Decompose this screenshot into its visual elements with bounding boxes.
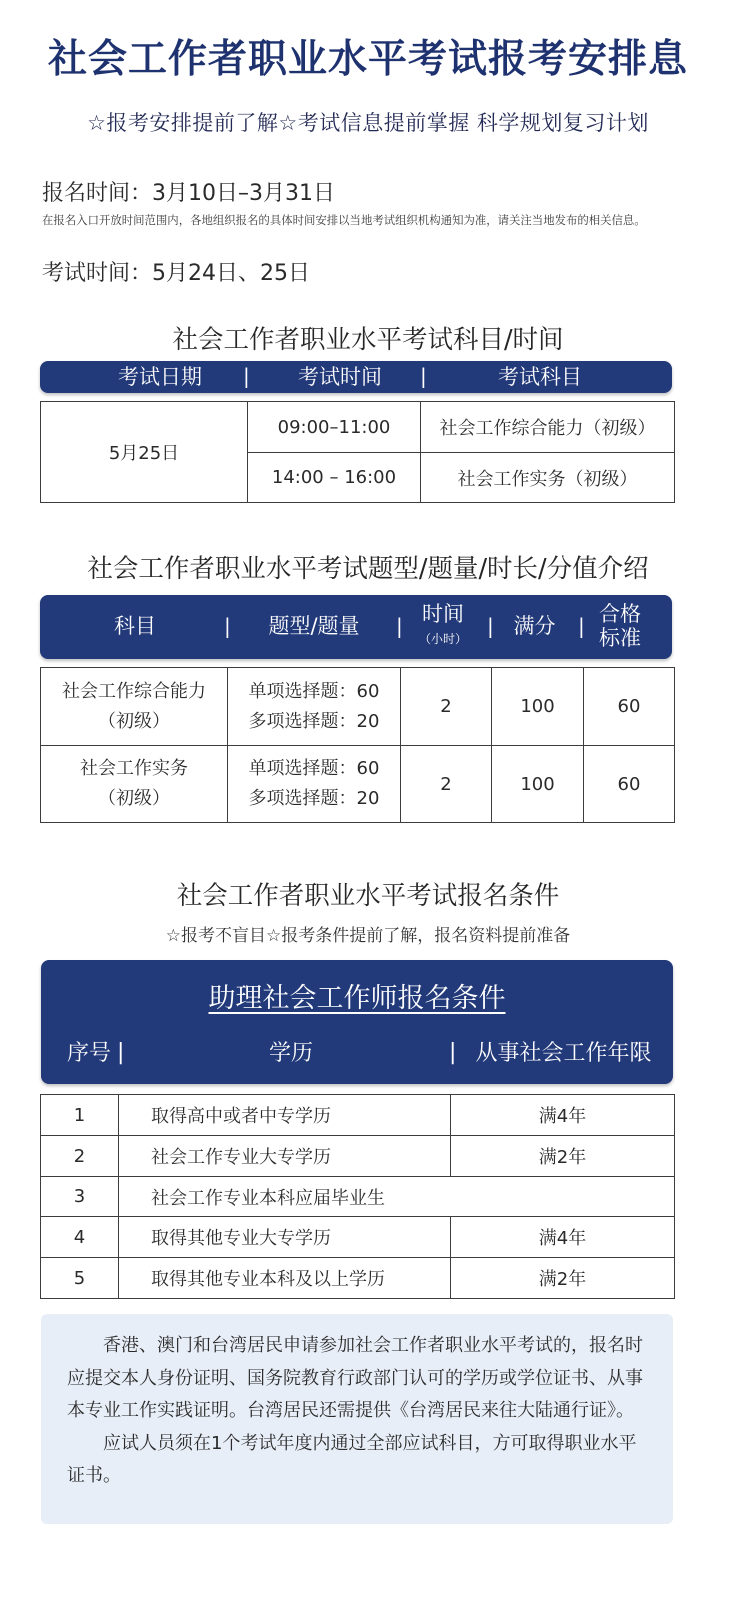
format-header-pass-2: 标准 — [599, 626, 641, 650]
format-question-types — [228, 746, 401, 823]
schedule-subject: 社会工作实务（初级） — [421, 453, 675, 503]
format-subject-name: 社会工作实务 — [80, 758, 188, 779]
header-separator: | — [578, 614, 585, 638]
format-table — [40, 667, 675, 823]
conditions-years: 满2年 — [451, 1136, 675, 1177]
conditions-header-box — [41, 960, 673, 1084]
table-row — [41, 1177, 675, 1217]
conditions-header-edu: 学历 — [268, 1041, 313, 1066]
page-title: 社会工作者职业水平考试报考安排息 — [47, 36, 688, 82]
format-header-pass-1: 合格 — [599, 602, 641, 626]
schedule-header-date: 考试日期 — [118, 365, 202, 389]
format-header-bar — [40, 595, 672, 659]
format-header-type: 题型/题量 — [268, 614, 360, 638]
format-full-score: 100 — [492, 668, 584, 746]
conditions-no: 3 — [41, 1177, 119, 1217]
conditions-no: 2 — [41, 1136, 119, 1177]
conditions-no: 1 — [41, 1095, 119, 1136]
registration-note: 在报名入口开放时间范围内，各地组织报名的具体时间安排以当地考试组织机构通知为准，请关注当地发布的相关信息。 — [42, 213, 646, 227]
conditions-no: 4 — [41, 1217, 119, 1258]
header-separator: | — [396, 614, 403, 638]
schedule-subject: 社会工作综合能力（初级） — [421, 402, 675, 453]
format-hours: 2 — [401, 746, 492, 823]
schedule-header-subject: 考试科目 — [498, 365, 582, 389]
notes-paragraph-1: 香港、澳门和台湾居民申请参加社会工作者职业水平考试的，报名时应提交本人身份证明、国务院教育行政部门认可的学历或学位证书、从事本专业工作实践证明。台湾居民还需提供《台湾居民来往大陆通行证》。 — [67, 1335, 643, 1421]
format-multi-choice: 多项选择题：20 — [248, 710, 380, 732]
notes-paragraph-2: 应试人员须在1个考试年度内通过全部应试科目，方可取得职业水平证书。 — [67, 1432, 637, 1486]
conditions-box-title: 助理社会工作师报名条件 — [208, 983, 506, 1014]
conditions-edu: 社会工作专业大专学历 — [119, 1136, 451, 1177]
exam-time: 考试时间：5月24日、25日 — [42, 261, 310, 286]
registration-time: 报名时间：3月10日–3月31日 — [42, 181, 335, 206]
format-full-score: 100 — [492, 746, 584, 823]
schedule-time: 14:00 – 16:00 — [248, 453, 421, 503]
schedule-title: 社会工作者职业水平考试科目/时间 — [172, 325, 564, 355]
table-row — [41, 1095, 675, 1136]
format-header-time-unit: （小时） — [418, 632, 467, 646]
conditions-header-no: 序号 — [66, 1041, 111, 1066]
format-header-subject: 科目 — [114, 614, 156, 638]
format-multi-choice: 多项选择题：20 — [248, 788, 380, 809]
table-row — [41, 1217, 675, 1258]
conditions-no: 5 — [41, 1258, 119, 1299]
conditions-table — [40, 1094, 675, 1299]
conditions-edu: 取得其他专业大专学历 — [119, 1217, 451, 1258]
format-header-time: 时间 — [422, 602, 464, 626]
conditions-edu: 取得高中或者中专学历 — [119, 1095, 451, 1136]
schedule-header-time: 考试时间 — [298, 365, 382, 389]
table-row — [41, 746, 675, 823]
table-row — [41, 1136, 675, 1177]
format-subject-level: （初级） — [98, 710, 170, 732]
page-subtitle: ☆报考安排提前了解☆考试信息提前掌握 科学规划复习计划 — [87, 111, 649, 135]
conditions-title: 社会工作者职业水平考试报名条件 — [176, 881, 560, 911]
format-pass-score: 60 — [584, 668, 675, 746]
format-hours: 2 — [401, 668, 492, 746]
format-subject-level: （初级） — [98, 788, 170, 809]
notes-box — [41, 1314, 673, 1524]
format-pass-score: 60 — [584, 746, 675, 823]
table-row — [41, 668, 675, 746]
format-subject — [41, 668, 228, 746]
format-single-choice: 单项选择题：60 — [248, 680, 380, 702]
conditions-header-years: 从事社会工作年限 — [475, 1041, 652, 1066]
format-subject — [41, 746, 228, 823]
header-separator: | — [117, 1040, 125, 1065]
table-row — [41, 1258, 675, 1299]
header-separator: | — [420, 364, 427, 388]
format-header-full: 满分 — [513, 614, 556, 638]
format-subject-name: 社会工作综合能力 — [62, 680, 206, 702]
format-title: 社会工作者职业水平考试题型/题量/时长/分值介绍 — [87, 554, 649, 584]
conditions-edu: 取得其他专业本科及以上学历 — [119, 1258, 451, 1299]
schedule-time: 09:00–11:00 — [248, 402, 421, 453]
format-question-types — [228, 668, 401, 746]
table-row — [41, 402, 675, 453]
conditions-years: 满4年 — [451, 1217, 675, 1258]
header-separator: | — [487, 614, 494, 638]
schedule-header-bar — [40, 361, 672, 393]
conditions-edu: 社会工作专业本科应届毕业生 — [119, 1177, 675, 1217]
schedule-table — [40, 401, 675, 503]
conditions-years: 满2年 — [451, 1258, 675, 1299]
header-separator: | — [224, 614, 231, 638]
conditions-subtitle: ☆报考不盲目☆报考条件提前了解，报名资料提前准备 — [165, 926, 571, 946]
header-separator: | — [449, 1040, 457, 1065]
header-separator: | — [243, 364, 250, 388]
schedule-date: 5月25日 — [41, 402, 248, 503]
format-single-choice: 单项选择题：60 — [248, 758, 380, 779]
conditions-years: 满4年 — [451, 1095, 675, 1136]
